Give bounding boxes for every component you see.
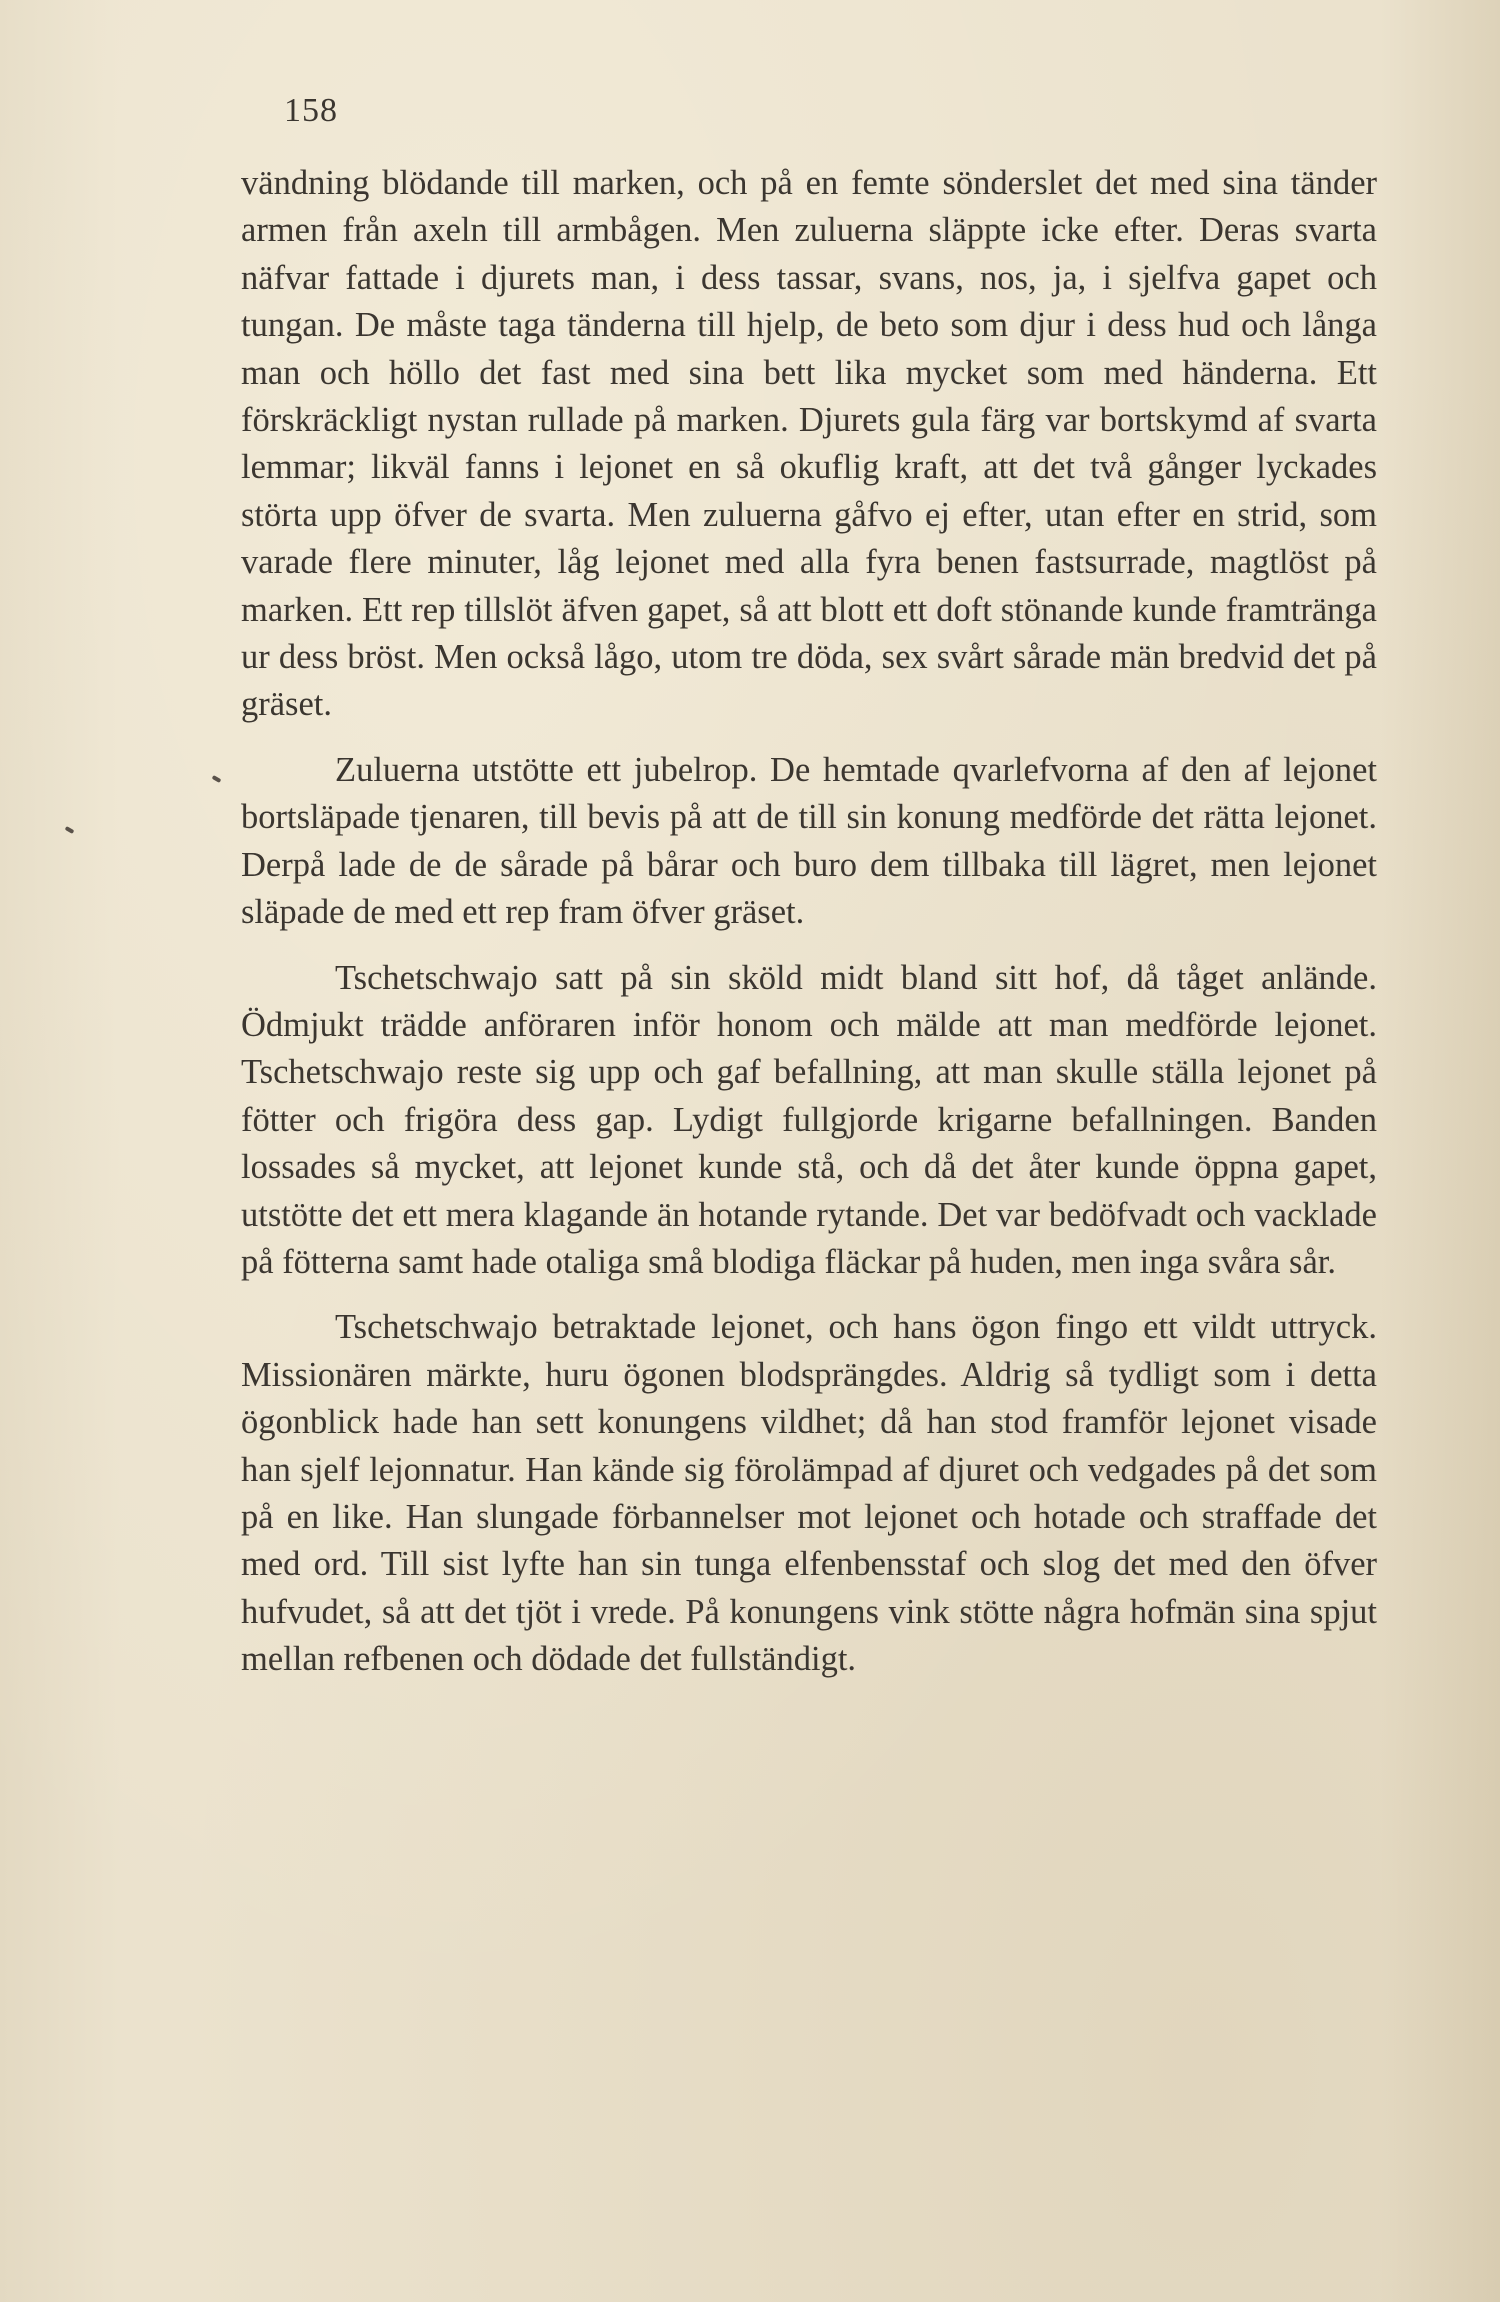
page-number: 158 — [284, 92, 338, 129]
paragraph: vändning blödande till marken, och på en femte sönderslet det med sina tänder armen från axeln till armbågen. Men zuluerna släppte icke efter. Deras svarta näfvar fattade i djurets man, i dess tassar, svans, nos, ja, i sjelfva gapet och tungan. De måste taga tänderna till hjelp, de beto som djur i dess hud och långa man och höllo det fast med sina bett lika mycket som med händerna. Ett förskräckligt nystan rullade på marken. Djurets gula färg var bortskymd af svarta lemmar; likväl fanns i lejonet en så okuflig kraft, att det två gånger lyckades störta upp öfver de svarta. Men zuluerna gåfvo ej efter, utan efter en strid, som varade flere minuter, låg lejonet med alla fyra benen fastsurrade, magtlöst på marken. Ett rep tillslöt äfven gapet, så att blott ett doft stönande kunde framtränga ur dess bröst. Men också lågo, utom tre döda, sex svårt sårade män bredvid det på gräset. — [241, 164, 1377, 724]
ink-speck — [212, 775, 222, 783]
body-text — [241, 160, 1377, 1684]
paragraph: Tschetschwajo betraktade lejonet, och hans ögon fingo ett vildt uttryck. Missionären märkte, huru ögonen blodsprängdes. Aldrig så tydligt som i detta ögonblick hade han sett konungens vildhet; då han stod framför lejonet visade han sjelf lejonnatur. Han kände sig förolämpad af djuret och vedgades på det som på en like. Han slungade förbannelser mot lejonet och hotade och straffade det med ord. Till sist lyfte han sin tunga elfenbensstaf och slog det med den öfver hufvudet, så att det tjöt i vrede. På konungens vink stötte några hofmän sina spjut mellan refbenen och dödade det fullständigt. — [241, 1308, 1377, 1679]
ink-speck — [65, 826, 75, 834]
paragraph: Zuluerna utstötte ett jubelrop. De hemtade qvarlefvorna af den af lejonet bortsläpade tjenaren, till bevis på att de till sin konung medförde det rätta lejonet. Derpå lade de de sårade på bårar och buro dem tillbaka till lägret, men lejonet släpade de med ett rep fram öfver gräset. — [241, 750, 1377, 932]
paragraph: Tschetschwajo satt på sin sköld midt bland sitt hof, då tåget anlände. Ödmjukt trädde anföraren inför honom och mälde att man medförde lejonet. Tschetschwajo reste sig upp och gaf befallning, att man skulle ställa lejonet på fötter och frigöra dess gap. Lydigt fullgjorde krigarne befallningen. Banden lossades så mycket, att lejonet kunde stå, och då det åter kunde öppna gapet, utstötte det ett mera klagande än hotande rytande. Det var bedöfvadt och vacklade på fötterna samt hade otaliga små blodiga fläckar på huden, men inga svåra sår. — [241, 958, 1377, 1281]
